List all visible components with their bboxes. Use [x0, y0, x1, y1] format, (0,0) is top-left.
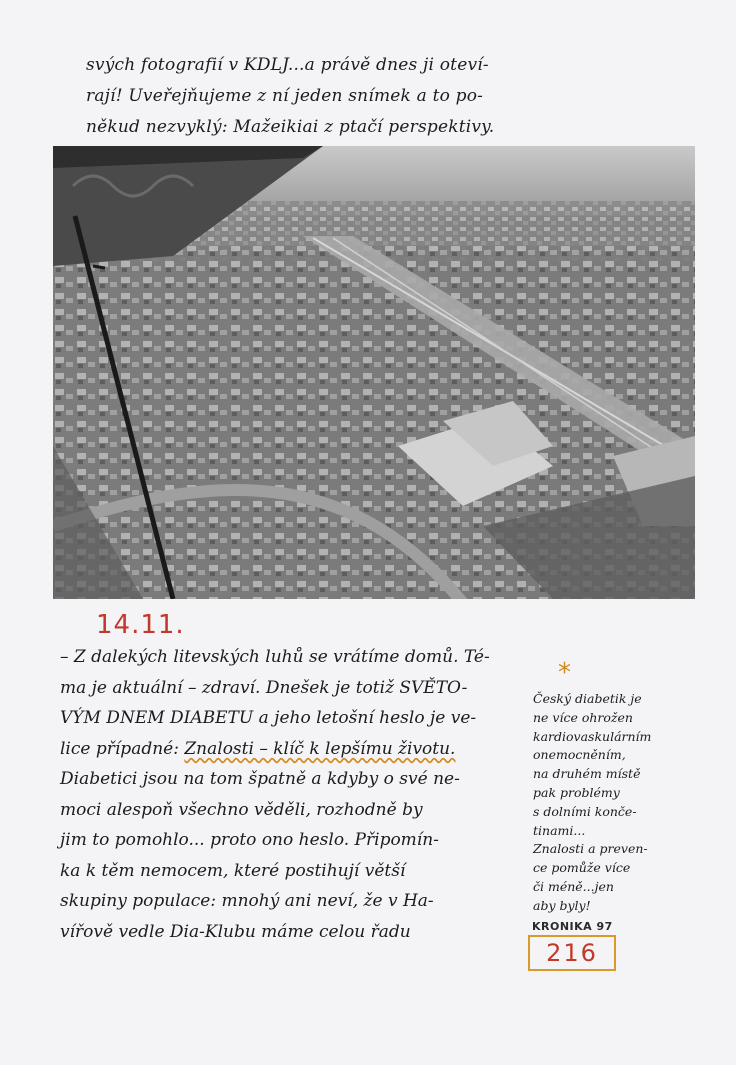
main-line: – Z dalekých litevských luhů se vrátíme domů. Té- [60, 647, 490, 667]
main-line: skupiny populace: mnohý ani neví, že v Ha- [60, 891, 434, 911]
chronicle-label: KRONIKA 97 [532, 920, 613, 933]
side-note-line: s dolními konče- [533, 803, 637, 819]
main-line: moci alespoň všechno věděli, rozhodně by [60, 799, 423, 820]
side-note-line: ce pomůže více [533, 860, 631, 876]
side-note-line: tinami... [533, 822, 586, 838]
side-note-line: kardiovaskulárním [533, 728, 652, 744]
top-line-3: někud nezvyklý: Mažeikiai z ptačí perspektivy. [86, 117, 495, 137]
side-note-line: či méně...jen [533, 878, 614, 894]
main-line: jim to pomohlo... proto ono heslo. Připomín- [60, 830, 439, 850]
top-handwritten-text [86, 50, 536, 143]
side-note [533, 690, 703, 916]
main-line: Diabetici jsou na tom špatně a kdyby o své ne- [60, 769, 460, 789]
side-note-line: onemocněním, [533, 747, 626, 763]
top-line-1: svých fotografií v KDLJ...a právě dnes ji oteví- [86, 55, 489, 75]
main-line: VÝM DNEM DIABETU a jeho letošní heslo je ve- [60, 708, 477, 728]
main-handwritten-text [60, 642, 520, 947]
top-line-2: rají! Uveřejňujeme z ní jeden snímek a to po- [86, 86, 484, 106]
aerial-photo-mazeikiai [53, 146, 695, 599]
page-number-box [528, 935, 616, 971]
side-note-line: ne více ohrožen [533, 709, 633, 725]
side-note-line: Český diabetik je [533, 691, 642, 706]
side-note-line: na druhém místě [533, 766, 641, 782]
page-number: 216 [546, 939, 598, 967]
main-line: ka k těm nemocem, které postihují větší [60, 860, 406, 881]
main-line: vířově vedle Dia-Klubu máme celou řadu [60, 921, 411, 942]
entry-date: 14.11. [96, 610, 185, 640]
main-line [60, 734, 520, 765]
motto-underlined: Znalosti – klíč k lepšímu životu. [184, 738, 456, 759]
main-line-prefix: lice případné: [60, 738, 179, 759]
side-note-line: Znalosti a preven- [533, 841, 648, 857]
main-line: ma je aktuální – zdraví. Dnešek je totiž SVĚTO- [60, 677, 468, 698]
asterisk-icon: * [558, 658, 571, 688]
side-note-line: pak problémy [533, 784, 620, 800]
side-note-line: aby byly! [533, 897, 591, 913]
